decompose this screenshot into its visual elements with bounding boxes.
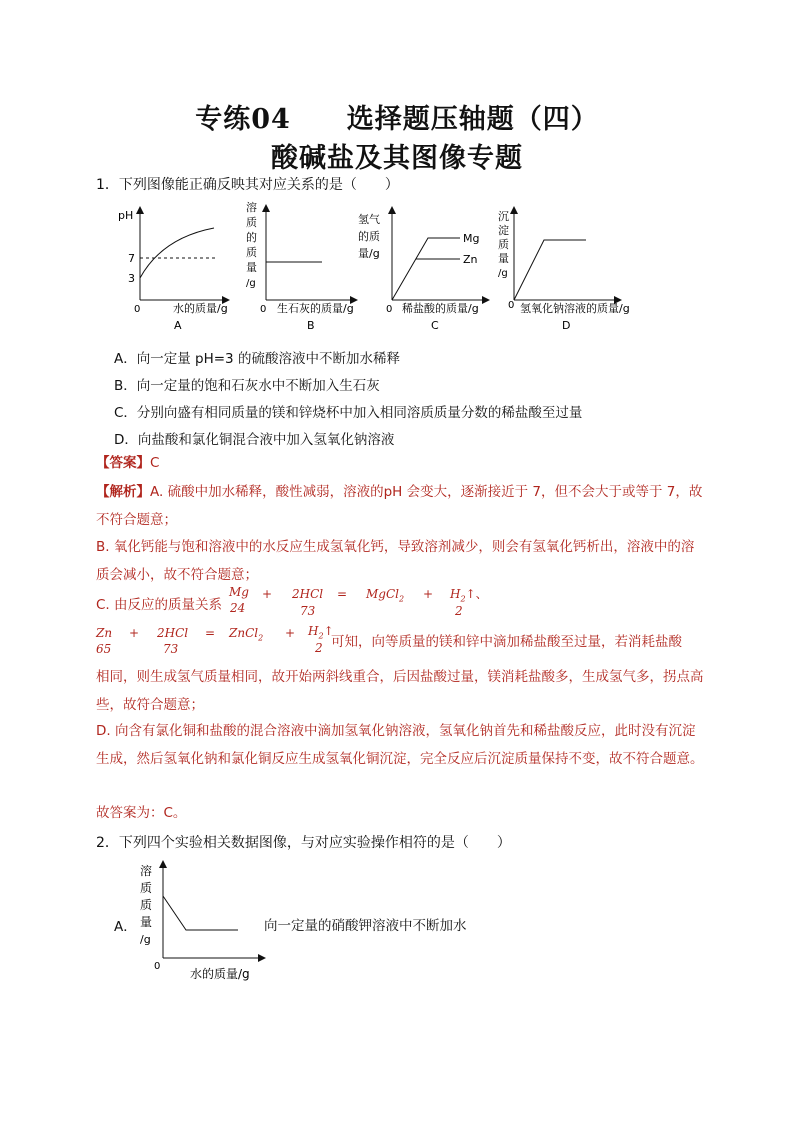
eq1-mgcl2-text: MgCl [366, 587, 399, 601]
graph-d-ylabel-3: 质 [498, 238, 509, 251]
graph-b-ylabel-3: 的 [246, 231, 257, 244]
eq2-h2-text: H [308, 624, 319, 638]
graph-d [498, 208, 630, 332]
eq2-plus2: + [285, 626, 296, 640]
q1-conclusion: 故答案为：C。 [96, 805, 187, 821]
q1-analysis-d: D. 向含有氯化铜和盐酸的混合溶液中滴加氢氧化钠溶液，氢氧化钠首先和稀盐酸反应，此时没有沉淀生成，然后氢氧化钠和氯化铜反应生成氢氧化铜沉淀，完全反应后沉淀质量保持不变，故不符合题意。 [96, 723, 704, 767]
graph-c-ylabel-2: 的质 [358, 230, 380, 243]
eq1-separator: 、 [475, 587, 488, 601]
graph-b [246, 200, 356, 332]
eq2-zncl2 [229, 626, 263, 642]
graph-c-label-mg: Mg [463, 232, 480, 245]
graph-b-ylabel-1: 溶 [246, 201, 257, 214]
eq1-hcl: 2HCl [292, 587, 324, 601]
graph-b-xlabel: 生石灰的质量/g [277, 302, 354, 315]
graph-d-ylabel-5: /g [498, 268, 508, 279]
answer-value: C [150, 455, 160, 471]
question-2-graph [134, 858, 274, 988]
eq1-mg: Mg [229, 585, 249, 599]
q1-option-d: D．向盐酸和氯化铜混合液中加入氢氧化钠溶液 [114, 432, 395, 448]
q1-analysis-b: B. 氧化钙能与饱和溶液中的水反应生成氢氧化钙，导致溶剂减少，则会有氢氧化钙析出，溶液中的溶质会减小，故不符合题意； [96, 539, 695, 583]
eq2-hcl-mass: 73 [163, 642, 179, 656]
eq1-mgcl2 [366, 587, 404, 603]
eq2-plus1: + [129, 626, 140, 640]
question-1-stem: 1．下列图像能正确反映其对应关系的是（ ） [96, 177, 399, 193]
q1-answer [96, 449, 706, 477]
q1-analysis-c-prefix: C. 由反应的质量关系 [96, 597, 223, 613]
graph-a-letter: A [174, 319, 182, 332]
answer-label: 【答案】 [96, 455, 150, 471]
eq2-h2 [308, 624, 334, 640]
eq2-arrow: ↑ [323, 624, 334, 638]
q2-graph-ylabel-4: 量 [140, 915, 153, 929]
graph-c [358, 208, 488, 332]
eq1-hcl-mass: 73 [300, 604, 316, 618]
graph-a-ytick-3: 3 [128, 272, 135, 285]
graph-d-letter: D [562, 319, 571, 332]
eq2-zn: Zn [96, 626, 113, 640]
graph-d-ylabel-2: 淀 [498, 224, 509, 237]
q2-graph-ylabel-3: 质 [140, 898, 153, 912]
eq1-mg-mass: 24 [230, 601, 246, 615]
question-1-graphs [110, 200, 670, 335]
eq1-h2-sub: 2 [460, 594, 466, 604]
graph-b-ylabel-6: /g [246, 278, 256, 289]
q2-graph-origin: 0 [154, 961, 161, 972]
graph-c-label-zn: Zn [463, 253, 478, 266]
q2-graph-ylabel-2: 质 [140, 881, 153, 895]
q1-option-b: B．向一定量的饱和石灰水中不断加入生石灰 [114, 378, 380, 394]
q2-graph-xlabel: 水的质量/g [190, 967, 250, 981]
eq1-h2 [450, 585, 488, 603]
graph-b-ylabel-2: 质 [246, 216, 257, 229]
graph-a-curve [140, 228, 214, 278]
eq1-mgcl2-sub: 2 [399, 594, 405, 604]
eq1-plus1: + [262, 587, 273, 601]
graph-c-ylabel-3: 量/g [358, 247, 380, 260]
graph-b-letter: B [307, 319, 315, 332]
graph-a-xlabel: 水的质量/g [173, 302, 228, 315]
eq1-h2-mass: 2 [455, 604, 463, 618]
eq2-zn-mass: 65 [96, 642, 112, 656]
eq1-h2-text: H [450, 587, 461, 601]
graph-d-ylabel-1: 沉 [498, 210, 509, 223]
eq2-equals: = [205, 626, 216, 640]
analysis-label: 【解析】 [96, 484, 150, 500]
q1-option-a: A．向一定量 pH=3 的硫酸溶液中不断加水稀释 [114, 351, 400, 367]
graph-d-ylabel-4: 量 [498, 252, 509, 265]
q1-analysis-a [96, 478, 706, 534]
eq2-zncl2-sub: 2 [258, 633, 264, 643]
graph-a-ytick-7: 7 [128, 252, 135, 265]
eq1-plus2: + [423, 587, 434, 601]
eq1-arrow: ↑ [465, 587, 476, 601]
eq2-zncl2-text: ZnCl [229, 626, 259, 640]
graph-c-mg-line [392, 238, 460, 300]
eq1-equals: = [337, 587, 348, 601]
eq2-hcl: 2HCl [157, 626, 189, 640]
graph-c-origin: 0 [386, 304, 393, 315]
graph-a-origin: 0 [134, 304, 141, 315]
graph-a-ylabel: pH [118, 209, 134, 222]
q2-graph-line [163, 896, 238, 930]
graph-d-line [514, 240, 586, 300]
graph-a [118, 208, 228, 332]
graph-b-ylabel-4: 质 [246, 246, 257, 259]
page-subtitle: 酸碱盐及其图像专题 [271, 143, 523, 174]
graph-c-letter: C [431, 319, 439, 332]
question-2-stem: 2．下列四个实验相关数据图像，与对应实验操作相符的是（ ） [96, 835, 511, 851]
graph-b-origin: 0 [260, 304, 267, 315]
graph-c-xlabel: 稀盐酸的质量/g [402, 302, 479, 315]
q2-graph-ylabel-1: 溶 [140, 864, 153, 878]
analysis-a-text: A. 硫酸中加水稀释，酸性减弱，溶液的pH 会变大，逐渐接近于 7，但不会大于或等于 7，故不符合题意； [96, 484, 703, 528]
page-title: 专练04 选择题压轴题（四） [195, 104, 599, 135]
graph-d-xlabel: 氢氧化钠溶液的质量/g [520, 302, 630, 315]
q2-option-a-text: 向一定量的硝酸钾溶液中不断加水 [264, 918, 467, 934]
eq2-h2-sub: 2 [318, 631, 324, 641]
eq2-h2-mass: 2 [315, 641, 323, 655]
q2-graph-ylabel-5: /g [140, 933, 151, 946]
graph-b-ylabel-5: 量 [246, 261, 257, 274]
q1-analysis-c-rest1: 可知，向等质量的镁和锌中滴加稀盐酸至过量，若消耗盐酸 [331, 634, 682, 650]
q1-option-c: C．分别向盛有相同质量的镁和锌烧杯中加入相同溶质质量分数的稀盐酸至过量 [114, 405, 583, 421]
q1-analysis-c-rest2: 相同，则生成氢气质量相同，故开始两斜线重合，后因盐酸过量，镁消耗盐酸多，生成氢气多，拐点高些，故符合题意； [96, 669, 704, 713]
graph-c-ylabel-1: 氢气 [358, 213, 380, 226]
q2-option-a-letter: A． [114, 919, 137, 935]
graph-d-origin: 0 [508, 300, 515, 311]
